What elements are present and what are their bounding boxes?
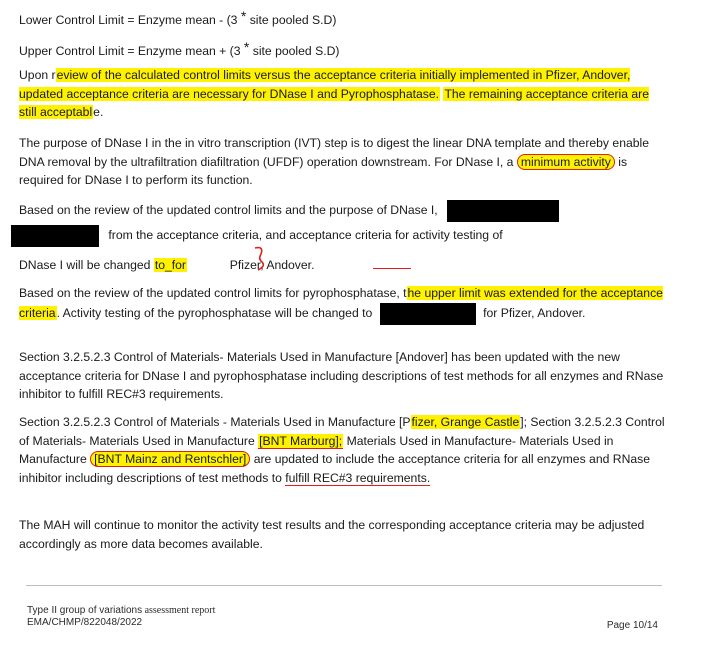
redaction-box (380, 303, 476, 325)
footer-document-id: Type II group of variations assessment report EMA/CHMP/822048/2022 (27, 605, 216, 628)
highlight-remaining-criteria: The remaining acceptance criteria are still acceptabl (19, 86, 650, 119)
paragraph-section-andover: Section 3.2.5.2.3 Control of Materials- Materials Used in Manufacture [Andover] has been updated with the new acceptance criteria for DNase I and pyrophosphatase including descriptions of test methods for all enzymes and RNase inhibitor to fulfill REC#3 requirements. (19, 350, 664, 401)
highlight-updated-criteria: eview of the calculated control limits versus the acceptance criteria initially implemented in Pfizer, Andover, updated acceptance criteria are necessary for DNase I and Pyrophosphatase. (19, 68, 631, 101)
annotation-squiggle-mark (250, 244, 270, 274)
paragraph-pyrophosphatase: Based on the review of the updated control limits for pyrophosphatase, the upper limit was extended for the acceptance criteria. Activity testing of the pyrophosphatase will be changed to for Pfizer, Andover. (19, 284, 669, 325)
circled-minimum-activity: minimum activity (517, 154, 615, 170)
annotation-underline (373, 268, 411, 269)
highlight-to-for: to_for (154, 258, 186, 272)
circled-bnt-mainz-rentschler: [BNT Mainz and Rentschler] (90, 451, 250, 467)
formula-lower-control-limit: Lower Control Limit = Enzyme mean - (3 * site pooled S.D) (19, 8, 337, 27)
footer-page-number: Page 10/14 (606, 620, 658, 631)
footer-divider (26, 585, 662, 586)
highlight-upper-limit-extended: he upper limit was extended for the acceptance criteria (19, 286, 663, 320)
redaction-box (447, 200, 559, 222)
paragraph-mah-monitoring: The MAH will continue to monitor the activity test results and the corresponding acceptance criteria may be adjusted accordingly as more data becomes available. (19, 518, 645, 551)
paragraph-dnase-review-line2: from the acceptance criteria, and acceptance criteria for activity testing of (11, 225, 503, 247)
paragraph-dnase-review-line3: DNase I will be changed to_for Pfizer, Andover. (19, 258, 315, 272)
highlight-grange-castle: fizer, Grange Castle (411, 415, 520, 429)
paragraph-dnase-purpose: The purpose of DNase I in the in vitro transcription (IVT) step is to digest the linear DNA template and thereby enable DNA removal by the ultrafiltration diafiltration (UFDF) operation downstream. For DNase I, a minimum activity is required for DNase I to perform its function. (19, 136, 650, 187)
redaction-box (11, 225, 99, 247)
highlight-bnt-marburg: [BNT Marburg]; (259, 433, 343, 448)
underlined-fulfill-rec3: fulfill REC#3 requirements. (285, 470, 431, 485)
paragraph-dnase-review-line1: Based on the review of the updated control limits and the purpose of DNase I, (19, 200, 559, 222)
paragraph-review-control-limits: Upon review of the calculated control limits versus the acceptance criteria initially implemented in Pfizer, Andover, updated acceptance criteria are necessary for DNase I and Pyrophosphatase. The remaining acceptance criteria are still acceptable. (19, 68, 650, 119)
paragraph-section-sites: Section 3.2.5.2.3 Control of Materials - Materials Used in Manufacture [Pfizer, Grange Castle]; Section 3.2.5.2.3 Control of Materials- Materials Used in Manufacture [BNT Marburg]; Materials Used in Manufacture- Materials Used in Manufacture [BNT Mainz and Rentschler] are updated to include the acceptance criteria for all enzymes and RNase inhibitor including descriptions of test methods to fulfill REC#3 requirements. (19, 415, 665, 485)
formula-upper-control-limit: Upper Control Limit = Enzyme mean + (3 * site pooled S.D) (19, 39, 340, 58)
